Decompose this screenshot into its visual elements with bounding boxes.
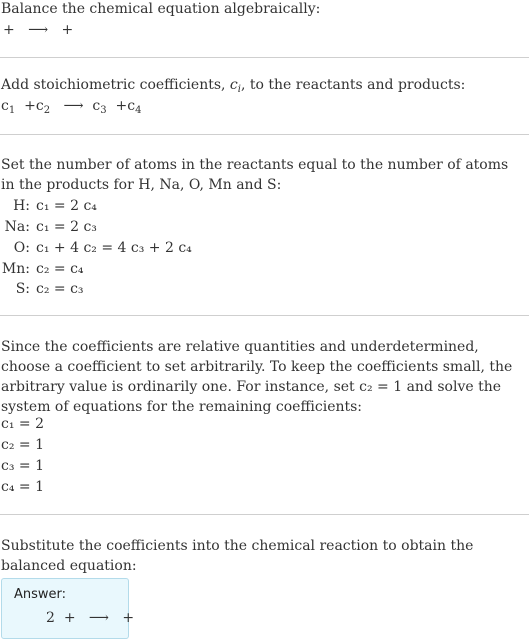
divider bbox=[0, 134, 529, 135]
plus-sign: + bbox=[61, 22, 74, 38]
divider bbox=[0, 57, 529, 58]
section1-intro: Balance the chemical equation algebraically: bbox=[1, 1, 321, 17]
chosen-coefficient: c₂ = 1 bbox=[359, 379, 403, 395]
coef-c1-sub: 1 bbox=[8, 105, 16, 116]
coef-c2: c bbox=[35, 98, 44, 114]
coefficient-symbol bbox=[230, 77, 241, 93]
element-label: O: bbox=[13, 240, 30, 256]
coef-c4: c bbox=[127, 98, 136, 114]
intro-text: Add stoichiometric coefficients, bbox=[1, 77, 230, 93]
solution-c2: c₂ = 1 bbox=[1, 437, 44, 453]
solution-c1: c₁ = 2 bbox=[1, 416, 44, 432]
element-label: S: bbox=[15, 281, 30, 297]
plus-sign: + bbox=[122, 610, 135, 626]
plus-sign: + bbox=[63, 610, 76, 626]
answer-box bbox=[1, 578, 135, 639]
coef-c3-sub: 3 bbox=[100, 105, 107, 116]
ci-base: c bbox=[229, 77, 238, 93]
divider bbox=[0, 315, 529, 316]
section3-intro: Set the number of atoms in the reactants equal to the number of atoms in the products for H, Na, O, Mn and S: bbox=[1, 157, 509, 193]
balance-equation: c₂ = c₄ bbox=[36, 261, 84, 277]
balance-equation: c₁ = 2 c₄ bbox=[36, 198, 97, 214]
equation-row-s bbox=[0, 279, 529, 299]
equation-row-mn bbox=[0, 259, 529, 279]
intro-text: , to the reactants and products: bbox=[240, 77, 466, 93]
section2-intro bbox=[1, 75, 465, 95]
balance-equation: c₂ = c₃ bbox=[36, 281, 84, 297]
equation-row-o bbox=[0, 238, 529, 258]
solution-c4: c₄ = 1 bbox=[1, 479, 44, 495]
coef-c2-sub: 2 bbox=[43, 105, 51, 116]
intro-text: Since the coefficients are relative quantities and underdetermined, choose a coefficient to set arbitrarily. To keep the coefficients small, the arbitrary value is ordinarily one. For instance, set bbox=[1, 339, 513, 395]
element-label: Na: bbox=[4, 219, 30, 235]
plus-sign: + bbox=[3, 22, 15, 38]
coef-c4-sub: 4 bbox=[135, 105, 142, 116]
section4-intro bbox=[1, 337, 527, 417]
solution-c3: c₃ = 1 bbox=[1, 458, 44, 474]
answer-label: Answer: bbox=[14, 587, 67, 602]
equation-row-h bbox=[0, 196, 529, 216]
coef-c3: c bbox=[92, 98, 101, 114]
reaction-arrow: ⟶ bbox=[28, 22, 49, 38]
balance-equation: c₁ + 4 c₂ = 4 c₃ + 2 c₄ bbox=[36, 240, 192, 256]
section5-intro: Substitute the coefficients into the chemical reaction to obtain the balanced equation: bbox=[1, 538, 474, 574]
plus-sign: + bbox=[115, 98, 128, 114]
coef-c1: c bbox=[1, 98, 9, 114]
balance-equation: c₁ = 2 c₃ bbox=[36, 219, 97, 235]
intro-text: and solve the system of equations for the remaining coefficients: bbox=[1, 379, 502, 415]
equation-row-na bbox=[0, 217, 529, 237]
reaction-arrow: ⟶ bbox=[88, 610, 109, 626]
section1-equation bbox=[3, 20, 73, 40]
element-label: H: bbox=[13, 198, 30, 214]
ci-sub: i bbox=[237, 84, 241, 95]
divider bbox=[0, 514, 529, 515]
plus-sign: + bbox=[24, 98, 36, 114]
answer-coefficient: 2 bbox=[46, 610, 55, 626]
balanced-equation bbox=[46, 610, 134, 626]
section2-equation bbox=[1, 96, 142, 116]
element-label: Mn: bbox=[1, 261, 30, 277]
reaction-arrow: ⟶ bbox=[63, 98, 84, 114]
